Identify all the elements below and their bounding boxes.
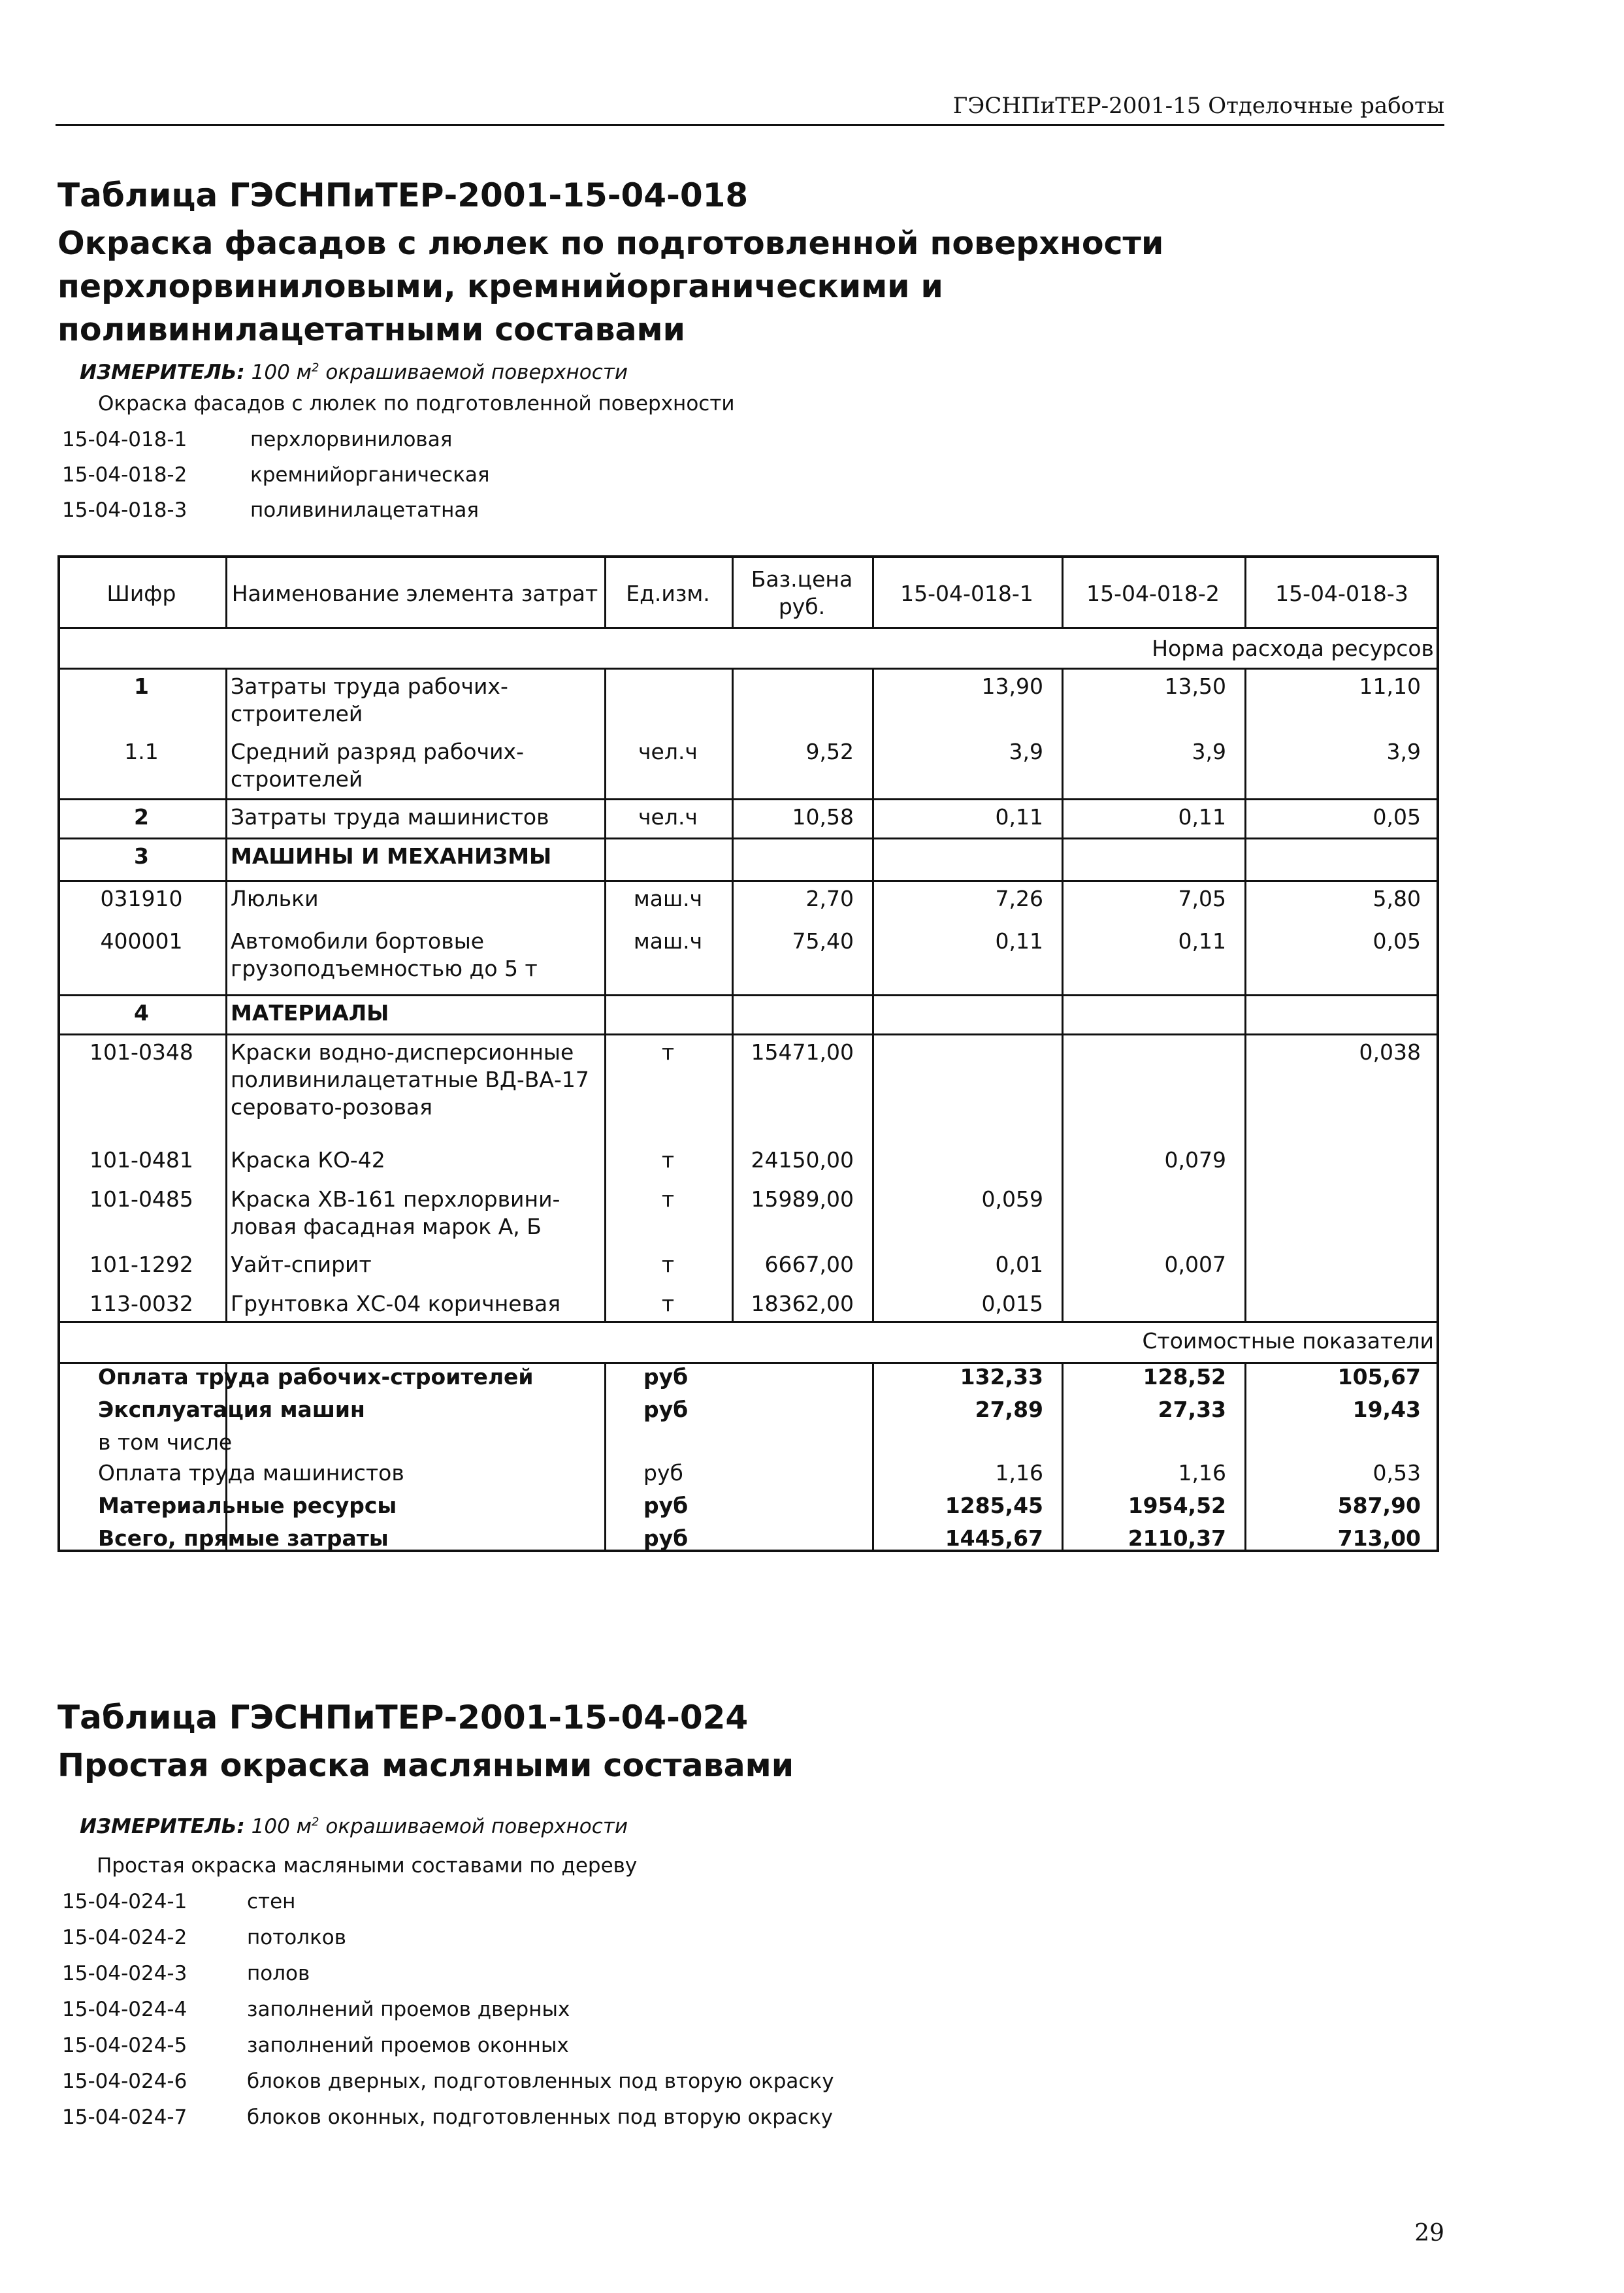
table-column-rule <box>732 668 734 1321</box>
row-value-018-3: 11,10 <box>1359 674 1421 699</box>
summary-value-018-1: 1445,67 <box>945 1525 1043 1551</box>
row-name <box>231 843 600 870</box>
summary-value-018-1: 132,33 <box>960 1364 1043 1390</box>
row-name-line: Средний разряд рабочих- <box>231 739 524 764</box>
row-name-line: Затраты труда машинистов <box>231 804 549 830</box>
item-name: кремнийорганическая <box>250 463 490 487</box>
row-value-018-2: 3,9 <box>1192 739 1226 764</box>
row-unit: т <box>661 1039 675 1065</box>
code-list-item <box>62 1926 346 1949</box>
meter-power: 2 <box>312 361 319 375</box>
table1-subtitle-line: Окраска фасадов с люлек по подготовленной поверхности <box>57 225 1164 262</box>
col-header-price-line: Баз.цена <box>751 566 853 592</box>
row-price: 15989,00 <box>751 1186 854 1212</box>
table-rule <box>57 1033 1439 1035</box>
code-list-item <box>62 2034 569 2057</box>
col-header-price-line: руб. <box>778 594 826 619</box>
summary-label: Материальные ресурсы <box>98 1493 397 1518</box>
summary-value-018-3: 105,67 <box>1337 1364 1421 1390</box>
code-list-item <box>62 463 490 487</box>
row-unit: маш.ч <box>633 928 703 954</box>
row-code: 1 <box>134 674 149 699</box>
row-code: 1.1 <box>124 739 159 764</box>
row-value-018-3: 3,9 <box>1386 739 1421 764</box>
summary-unit: руб <box>643 1493 689 1518</box>
row-value-018-2: 0,11 <box>1178 928 1226 954</box>
item-name: заполнений проемов дверных <box>247 1998 570 2021</box>
table-rule <box>57 880 1439 882</box>
row-name-line: ловая фасадная марок А, Б <box>231 1214 542 1239</box>
code-list-item <box>62 498 479 522</box>
table1-meter <box>80 361 628 384</box>
row-name <box>231 1251 600 1278</box>
row-value-018-1: 0,11 <box>995 804 1043 830</box>
table-rule <box>57 1321 1439 1323</box>
row-name-line: серовато-розовая <box>231 1094 432 1120</box>
meter-rest: окрашиваемой поверхности <box>319 361 628 384</box>
row-code: 101-0348 <box>89 1039 193 1065</box>
page-number: 29 <box>1414 2220 1444 2247</box>
item-name: поливинилацетатная <box>250 498 479 522</box>
row-price: 75,40 <box>792 928 854 954</box>
item-code: 15-04-018-2 <box>62 463 187 487</box>
row-value-018-1: 0,11 <box>995 928 1043 954</box>
row-value-018-1: 3,9 <box>1009 739 1043 764</box>
code-list-item <box>62 1998 570 2021</box>
row-price: 9,52 <box>805 739 854 764</box>
row-name <box>231 1146 600 1174</box>
table-column-rule <box>225 668 227 1321</box>
table1-subtitle-line: поливинилацетатными составами <box>57 311 685 348</box>
row-name <box>231 1290 600 1318</box>
summary-label: Оплата труда рабочих-строителей <box>98 1364 534 1390</box>
row-name-line: Краски водно-дисперсионные <box>231 1039 574 1065</box>
item-code: 15-04-024-5 <box>62 2034 187 2057</box>
row-code: 4 <box>134 1000 149 1026</box>
row-name-line: строителей <box>231 701 363 726</box>
row-name-line: Грунтовка ХС-04 коричневая <box>231 1291 561 1316</box>
row-value-018-1: 7,26 <box>995 886 1043 911</box>
meter-label: ИЗМЕРИТЕЛЬ: <box>80 361 245 384</box>
code-list-item <box>62 2070 834 2093</box>
table-column-rule <box>1062 668 1064 1321</box>
meter-value: 100 м <box>251 361 312 384</box>
meter-rest: окрашиваемой поверхности <box>319 1815 628 1838</box>
summary-value-018-1: 27,89 <box>975 1397 1043 1422</box>
item-code: 15-04-024-4 <box>62 1998 187 2021</box>
table1-title: Таблица ГЭСНПиТЕР-2001-15-04-018 <box>57 176 749 214</box>
item-code: 15-04-024-6 <box>62 2070 187 2093</box>
row-name-line: МАШИНЫ И МЕХАНИЗМЫ <box>231 843 552 869</box>
row-price: 6667,00 <box>764 1252 854 1277</box>
row-name-line: Люльки <box>231 886 319 911</box>
row-price: 18362,00 <box>751 1291 854 1316</box>
row-unit: т <box>661 1147 675 1173</box>
row-value-018-3: 5,80 <box>1372 886 1421 911</box>
row-name-line: поливинилацетатные ВД-ВА-17 <box>231 1067 589 1092</box>
table2-work-title: Простая окраска масляными составами по дереву <box>97 1854 638 1878</box>
summary-value-018-3: 587,90 <box>1337 1493 1421 1518</box>
meter-power: 2 <box>312 1815 319 1829</box>
table-column-rule <box>1244 668 1246 1321</box>
row-name-line: Краска ХВ-161 перхлорвини- <box>231 1186 560 1212</box>
table1-work-title: Окраска фасадов с люлек по подготовленной поверхности <box>98 392 735 415</box>
item-code: 15-04-018-3 <box>62 498 187 522</box>
row-name-line: грузоподъемностью до 5 т <box>231 956 538 981</box>
summary-label: Эксплуатация машин <box>98 1397 365 1422</box>
item-code: 15-04-018-1 <box>62 428 187 451</box>
norm-rule <box>57 668 1439 670</box>
code-list-item <box>62 2106 833 2129</box>
table-column-rule <box>872 668 874 1321</box>
row-name <box>231 738 600 793</box>
summary-value-018-2: 1954,52 <box>1128 1493 1226 1518</box>
col-header-018-3: 15-04-018-3 <box>1275 581 1408 606</box>
summary-label: Оплата труда машинистов <box>98 1460 404 1486</box>
item-name: блоков оконных, подготовленных под вторую окраску <box>247 2106 834 2129</box>
code-list-item <box>62 1890 295 1913</box>
item-code: 15-04-024-1 <box>62 1890 187 1913</box>
summary-value-018-2: 2110,37 <box>1128 1525 1226 1551</box>
row-code: 2 <box>134 804 149 830</box>
row-code: 031910 <box>100 886 183 911</box>
row-value-018-2: 0,11 <box>1178 804 1226 830</box>
table2-meter <box>80 1815 628 1838</box>
row-unit: т <box>661 1186 675 1212</box>
summary-label: Всего, прямые затраты <box>98 1525 389 1551</box>
row-name-line: Автомобили бортовые <box>231 928 485 954</box>
item-name: полов <box>247 1962 310 1985</box>
header-rule <box>57 627 1439 629</box>
summary-unit: руб <box>643 1525 689 1551</box>
summary-value-018-2: 1,16 <box>1178 1460 1226 1486</box>
row-value-018-1: 0,015 <box>981 1291 1043 1316</box>
row-code: 400001 <box>100 928 183 954</box>
row-name <box>231 885 600 913</box>
table-rule <box>57 798 1439 800</box>
row-name <box>231 928 600 983</box>
summary-label: в том числе <box>98 1429 233 1455</box>
row-price: 2,70 <box>805 886 854 911</box>
row-unit: маш.ч <box>633 886 703 911</box>
row-name-line: Уайт-спирит <box>231 1252 372 1277</box>
row-code: 101-0481 <box>89 1147 193 1173</box>
row-name-line: МАТЕРИАЛЫ <box>231 1000 389 1026</box>
summary-value-018-2: 27,33 <box>1158 1397 1226 1422</box>
item-code: 15-04-024-7 <box>62 2106 187 2129</box>
row-value-018-2: 13,50 <box>1164 674 1226 699</box>
running-header-title: ГЭСНПиТЕР-2001-15 Отделочные работы <box>952 93 1444 119</box>
summary-value-018-1: 1285,45 <box>945 1493 1043 1518</box>
col-header-018-2: 15-04-018-2 <box>1086 581 1220 606</box>
summary-unit: руб <box>643 1397 689 1422</box>
col-header-018-1: 15-04-018-1 <box>900 581 1033 606</box>
row-value-018-1: 0,059 <box>981 1186 1043 1212</box>
row-name-line: строителей <box>231 766 363 792</box>
row-price: 15471,00 <box>751 1039 854 1065</box>
row-value-018-3: 0,05 <box>1372 804 1421 830</box>
summary-value-018-2: 128,52 <box>1143 1364 1226 1390</box>
row-name-line: Затраты труда рабочих- <box>231 674 508 699</box>
table-column-rule <box>604 668 606 1321</box>
table-rule <box>57 838 1439 839</box>
row-code: 101-1292 <box>89 1252 193 1277</box>
summary-value-018-1: 1,16 <box>995 1460 1043 1486</box>
table1-subtitle-line: перхлорвиниловыми, кремнийорганическими и <box>57 268 943 305</box>
row-code: 113-0032 <box>89 1291 193 1316</box>
table-column-rule <box>604 1362 606 1552</box>
row-name <box>231 1000 600 1027</box>
norm-heading: Норма расхода ресурсов <box>1152 636 1434 661</box>
row-value-018-2: 0,079 <box>1164 1147 1226 1173</box>
item-name: блоков дверных, подготовленных под вторую окраску <box>247 2070 834 2093</box>
meter-value: 100 м <box>251 1815 312 1838</box>
running-header <box>56 90 1444 126</box>
row-name <box>231 1186 600 1241</box>
row-code: 101-0485 <box>89 1186 193 1212</box>
col-header-price <box>732 566 872 621</box>
table-rule <box>57 994 1439 996</box>
row-value-018-3: 0,05 <box>1372 928 1421 954</box>
row-name <box>231 804 600 831</box>
row-value-018-2: 7,05 <box>1178 886 1226 911</box>
row-value-018-1: 0,01 <box>995 1252 1043 1277</box>
row-name <box>231 1039 600 1121</box>
code-list-item <box>62 1962 310 1985</box>
col-header-code: Шифр <box>106 581 176 606</box>
item-name: стен <box>247 1890 296 1913</box>
row-unit: т <box>661 1252 675 1277</box>
row-name <box>231 673 600 728</box>
row-price: 24150,00 <box>751 1147 854 1173</box>
code-list-item <box>62 428 452 451</box>
table2-subtitle: Простая окраска масляными составами <box>57 1747 794 1784</box>
summary-unit: руб <box>643 1460 683 1486</box>
item-name: потолков <box>247 1926 347 1949</box>
col-header-unit: Ед.изм. <box>626 581 710 606</box>
row-unit: чел.ч <box>638 804 698 830</box>
row-name-line: Краска КО-42 <box>231 1147 385 1173</box>
row-value-018-1: 13,90 <box>981 674 1043 699</box>
summary-unit: руб <box>643 1364 689 1390</box>
cost-heading: Стоимостные показатели <box>1142 1328 1434 1354</box>
summary-value-018-3: 713,00 <box>1337 1525 1421 1551</box>
item-name: перхлорвиниловая <box>250 428 453 451</box>
item-code: 15-04-024-2 <box>62 1926 187 1949</box>
row-value-018-2: 0,007 <box>1164 1252 1226 1277</box>
item-name: заполнений проемов оконных <box>247 2034 569 2057</box>
summary-value-018-3: 19,43 <box>1352 1397 1421 1422</box>
item-code: 15-04-024-3 <box>62 1962 187 1985</box>
row-unit: т <box>661 1291 675 1316</box>
table2-title: Таблица ГЭСНПиТЕР-2001-15-04-024 <box>57 1699 749 1736</box>
row-code: 3 <box>134 843 149 869</box>
table1-subtitle <box>57 222 1163 351</box>
meter-label: ИЗМЕРИТЕЛЬ: <box>80 1815 245 1838</box>
row-price: 10,58 <box>792 804 854 830</box>
summary-value-018-3: 0,53 <box>1372 1460 1421 1486</box>
row-value-018-3: 0,038 <box>1359 1039 1421 1065</box>
col-header-name: Наименование элемента затрат <box>231 581 598 606</box>
row-unit: чел.ч <box>638 739 698 764</box>
